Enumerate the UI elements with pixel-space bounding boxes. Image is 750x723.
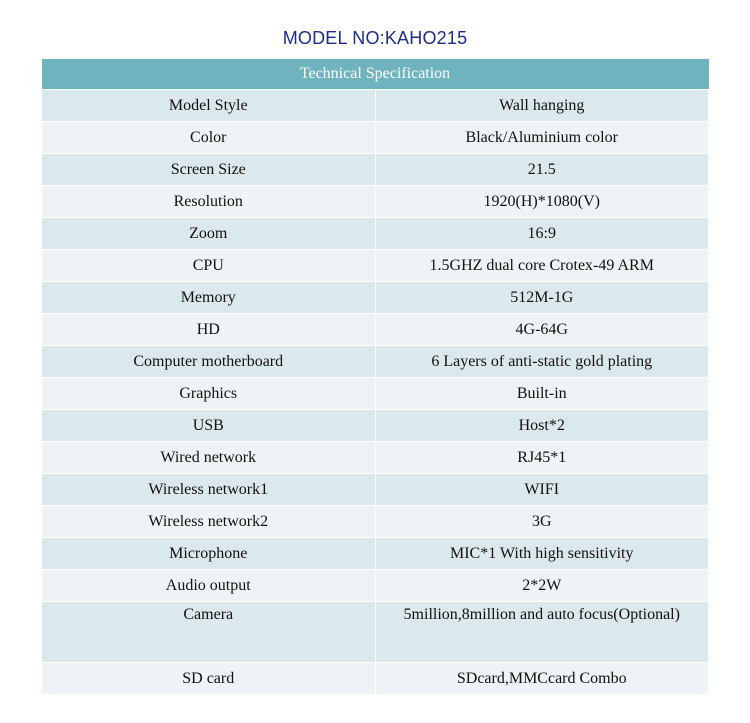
table-row bbox=[42, 250, 709, 282]
row-label: Graphics bbox=[42, 378, 376, 410]
table-row bbox=[42, 442, 709, 474]
row-value: 5million,8million and auto focus(Optional) bbox=[375, 602, 709, 663]
row-label: Microphone bbox=[42, 538, 376, 570]
row-label: HD bbox=[42, 314, 376, 346]
row-value: 4G-64G bbox=[375, 314, 709, 346]
table-row bbox=[42, 378, 709, 410]
row-label: Wireless network1 bbox=[42, 474, 376, 506]
row-label: CPU bbox=[42, 250, 376, 282]
table-row bbox=[42, 314, 709, 346]
row-value: MIC*1 With high sensitivity bbox=[375, 538, 709, 570]
row-value: 21.5 bbox=[375, 154, 709, 186]
row-value: Black/Aluminium color bbox=[375, 122, 709, 154]
row-value: 2*2W bbox=[375, 570, 709, 602]
table-row bbox=[42, 154, 709, 186]
row-value: RJ45*1 bbox=[375, 442, 709, 474]
row-value: 3G bbox=[375, 506, 709, 538]
row-label: Zoom bbox=[42, 218, 376, 250]
row-value: 6 Layers of anti-static gold plating bbox=[375, 346, 709, 378]
table-row bbox=[42, 570, 709, 602]
table-row bbox=[42, 602, 709, 663]
row-label: Screen Size bbox=[42, 154, 376, 186]
spec-table-header-row bbox=[42, 59, 709, 90]
row-label: Color bbox=[42, 122, 376, 154]
row-value: 16:9 bbox=[375, 218, 709, 250]
table-row bbox=[42, 122, 709, 154]
table-row bbox=[42, 506, 709, 538]
row-value: Wall hanging bbox=[375, 90, 709, 122]
row-label: Resolution bbox=[42, 186, 376, 218]
row-label: Camera bbox=[42, 602, 376, 663]
spec-table bbox=[41, 59, 709, 695]
row-label: Wired network bbox=[42, 442, 376, 474]
row-value: Host*2 bbox=[375, 410, 709, 442]
table-row bbox=[42, 663, 709, 695]
table-row bbox=[42, 410, 709, 442]
row-label: Audio output bbox=[42, 570, 376, 602]
row-label: Memory bbox=[42, 282, 376, 314]
row-value: WIFI bbox=[375, 474, 709, 506]
model-title: MODEL NO:KAHO215 bbox=[282, 28, 468, 48]
row-value: SDcard,MMCcard Combo bbox=[375, 663, 709, 695]
table-row bbox=[42, 90, 709, 122]
row-value: 1920(H)*1080(V) bbox=[375, 186, 709, 218]
table-row bbox=[42, 474, 709, 506]
row-value: Built-in bbox=[375, 378, 709, 410]
table-row bbox=[42, 282, 709, 314]
row-label: USB bbox=[42, 410, 376, 442]
table-row bbox=[42, 218, 709, 250]
row-label: Model Style bbox=[42, 90, 376, 122]
row-value: 512M-1G bbox=[375, 282, 709, 314]
row-value: 1.5GHZ dual core Crotex-49 ARM bbox=[375, 250, 709, 282]
spec-table-header: Technical Specification bbox=[42, 59, 709, 90]
table-row bbox=[42, 538, 709, 570]
table-row bbox=[42, 346, 709, 378]
row-label: SD card bbox=[42, 663, 376, 695]
table-row bbox=[42, 186, 709, 218]
row-label: Wireless network2 bbox=[42, 506, 376, 538]
row-label: Computer motherboard bbox=[42, 346, 376, 378]
